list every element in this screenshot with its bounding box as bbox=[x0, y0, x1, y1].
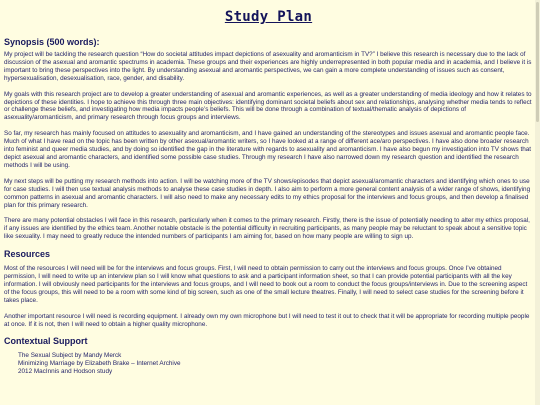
contextual-support-heading: Contextual Support bbox=[4, 336, 88, 347]
resources-heading: Resources bbox=[4, 249, 51, 260]
resources-paragraph: Another important resource I will need is recording equipment. I already own my own microphone but I will need to test it out to check that it will be appropriate for recording multiple people at once. If it is not, then I will need to obtain a higher quality microphone. bbox=[4, 312, 530, 328]
synopsis-paragraph: So far, my research has mainly focused on attitudes to asexuality and aromanticism, and I have gained an understanding of the stereotypes and issues asexual and aromantic people face. Much of what I have read on the topic has been written by other asexual/aromantic writers, so I have looked at a range of different ace/aro perspectives. I have also done broader research into feminist and queer media studies, and by doing so identified the gap in the literature with regards to asexuality and aromanticism. I have also begun my investigation into TV shows that depict asexual and aromantic characters, and identified some possible case studies. Through my research I have also narrowed down my research question and identified the research methods I will be using. bbox=[4, 130, 532, 169]
contextual-support-list bbox=[4, 352, 533, 375]
synopsis-heading: Synopsis (500 words): bbox=[4, 37, 100, 47]
scrollbar-thumb[interactable] bbox=[536, 2, 539, 122]
resources-paragraph: Most of the resources I will need will be for the interviews and focus groups. First, I will need to obtain permission to carry out the interviews and focus groups. Once I’ve obtained permission, I will need to write up an interview plan so I will know what questions to ask and a participant information sheet, so that I can provide potential participants with all the key information. I will obviously need participants for the interviews and focus groups, and I will need to book out a room to conduct the focus groups/interviews in. Due to the screening aspect of the focus groups, this will need to be a room with some kind of big screen, such as one of the small lecture theatres. Finally, I will need to select case studies for the screening before it takes place. bbox=[4, 265, 528, 304]
synopsis-paragraph: There are many potential obstacles I will face in this research, particularly when it comes to the primary research. Firstly, there is the issue of potentially needing to alter my ethics proposal, if any issues are identified by the ethics team. Another notable obstacle is the potential difficulty in recruiting participants, as many people may be reluctant to speak about a sensitive topic like sexuality. I may need to greatly reduce the intended numbers of participants I am aiming for, based on how many people are willing to sign up. bbox=[4, 217, 530, 241]
vertical-scrollbar[interactable] bbox=[535, 0, 540, 405]
synopsis-paragraph: My next steps will be putting my research methods into action. I will be watching more of the TV shows/episodes that depict asexual/aromantic characters and identifying which ones to use for case studies. I will then use textual analysis methods to analyse these case studies in depth. I also aim to perform a more general content analysis of a wider range of shows, identifying common patterns in asexual and aromantic characters. I will also need to make any necessary edits to my ethics proposal for the interviews and focus groups, and then develop a finalised plan for this primary research. bbox=[4, 177, 531, 209]
list-item: 2012 MacInnis and Hodson study bbox=[18, 367, 113, 375]
list-item: Minimizing Marriage by Elizabeth Brake – Internet Archive bbox=[18, 360, 181, 368]
synopsis-paragraph: My goals with this research project are to develop a greater understanding of asexual and aromantic experiences, as well as a greater understanding of media ideology and how it relates to depictions of these identities. I hope to achieve this through three main objectives: identifying dominant societal beliefs about sex and relationships, analysing whether media tends to reflect or challenge these beliefs, and investigating how media impacts people’s beliefs. This will be done through a combination of textual/thematic analysis of depictions of asexuality/aromanticism, and primary research through focus groups and interviews. bbox=[4, 90, 532, 122]
list-item: The Sexual Subject by Mandy Merck bbox=[18, 352, 122, 360]
page-title: Study Plan bbox=[224, 9, 313, 25]
synopsis-paragraph: My project will be tackling the research question “How do societal attitudes impact depictions of asexuality and aromanticism in TV?” I believe this research is necessary due to the lack of discussion of the asexual and aromantic spectrums in academia. These groups and their experiences are highly underrepresented in both popular media and in academia, and I believe it is important to bring these perspectives into the light. By understanding asexual and aromantic perspectives, we can gain a more complete understanding of issues such as consent, hypersexualisation, desexualisation, race, gender, and disability. bbox=[4, 51, 532, 82]
